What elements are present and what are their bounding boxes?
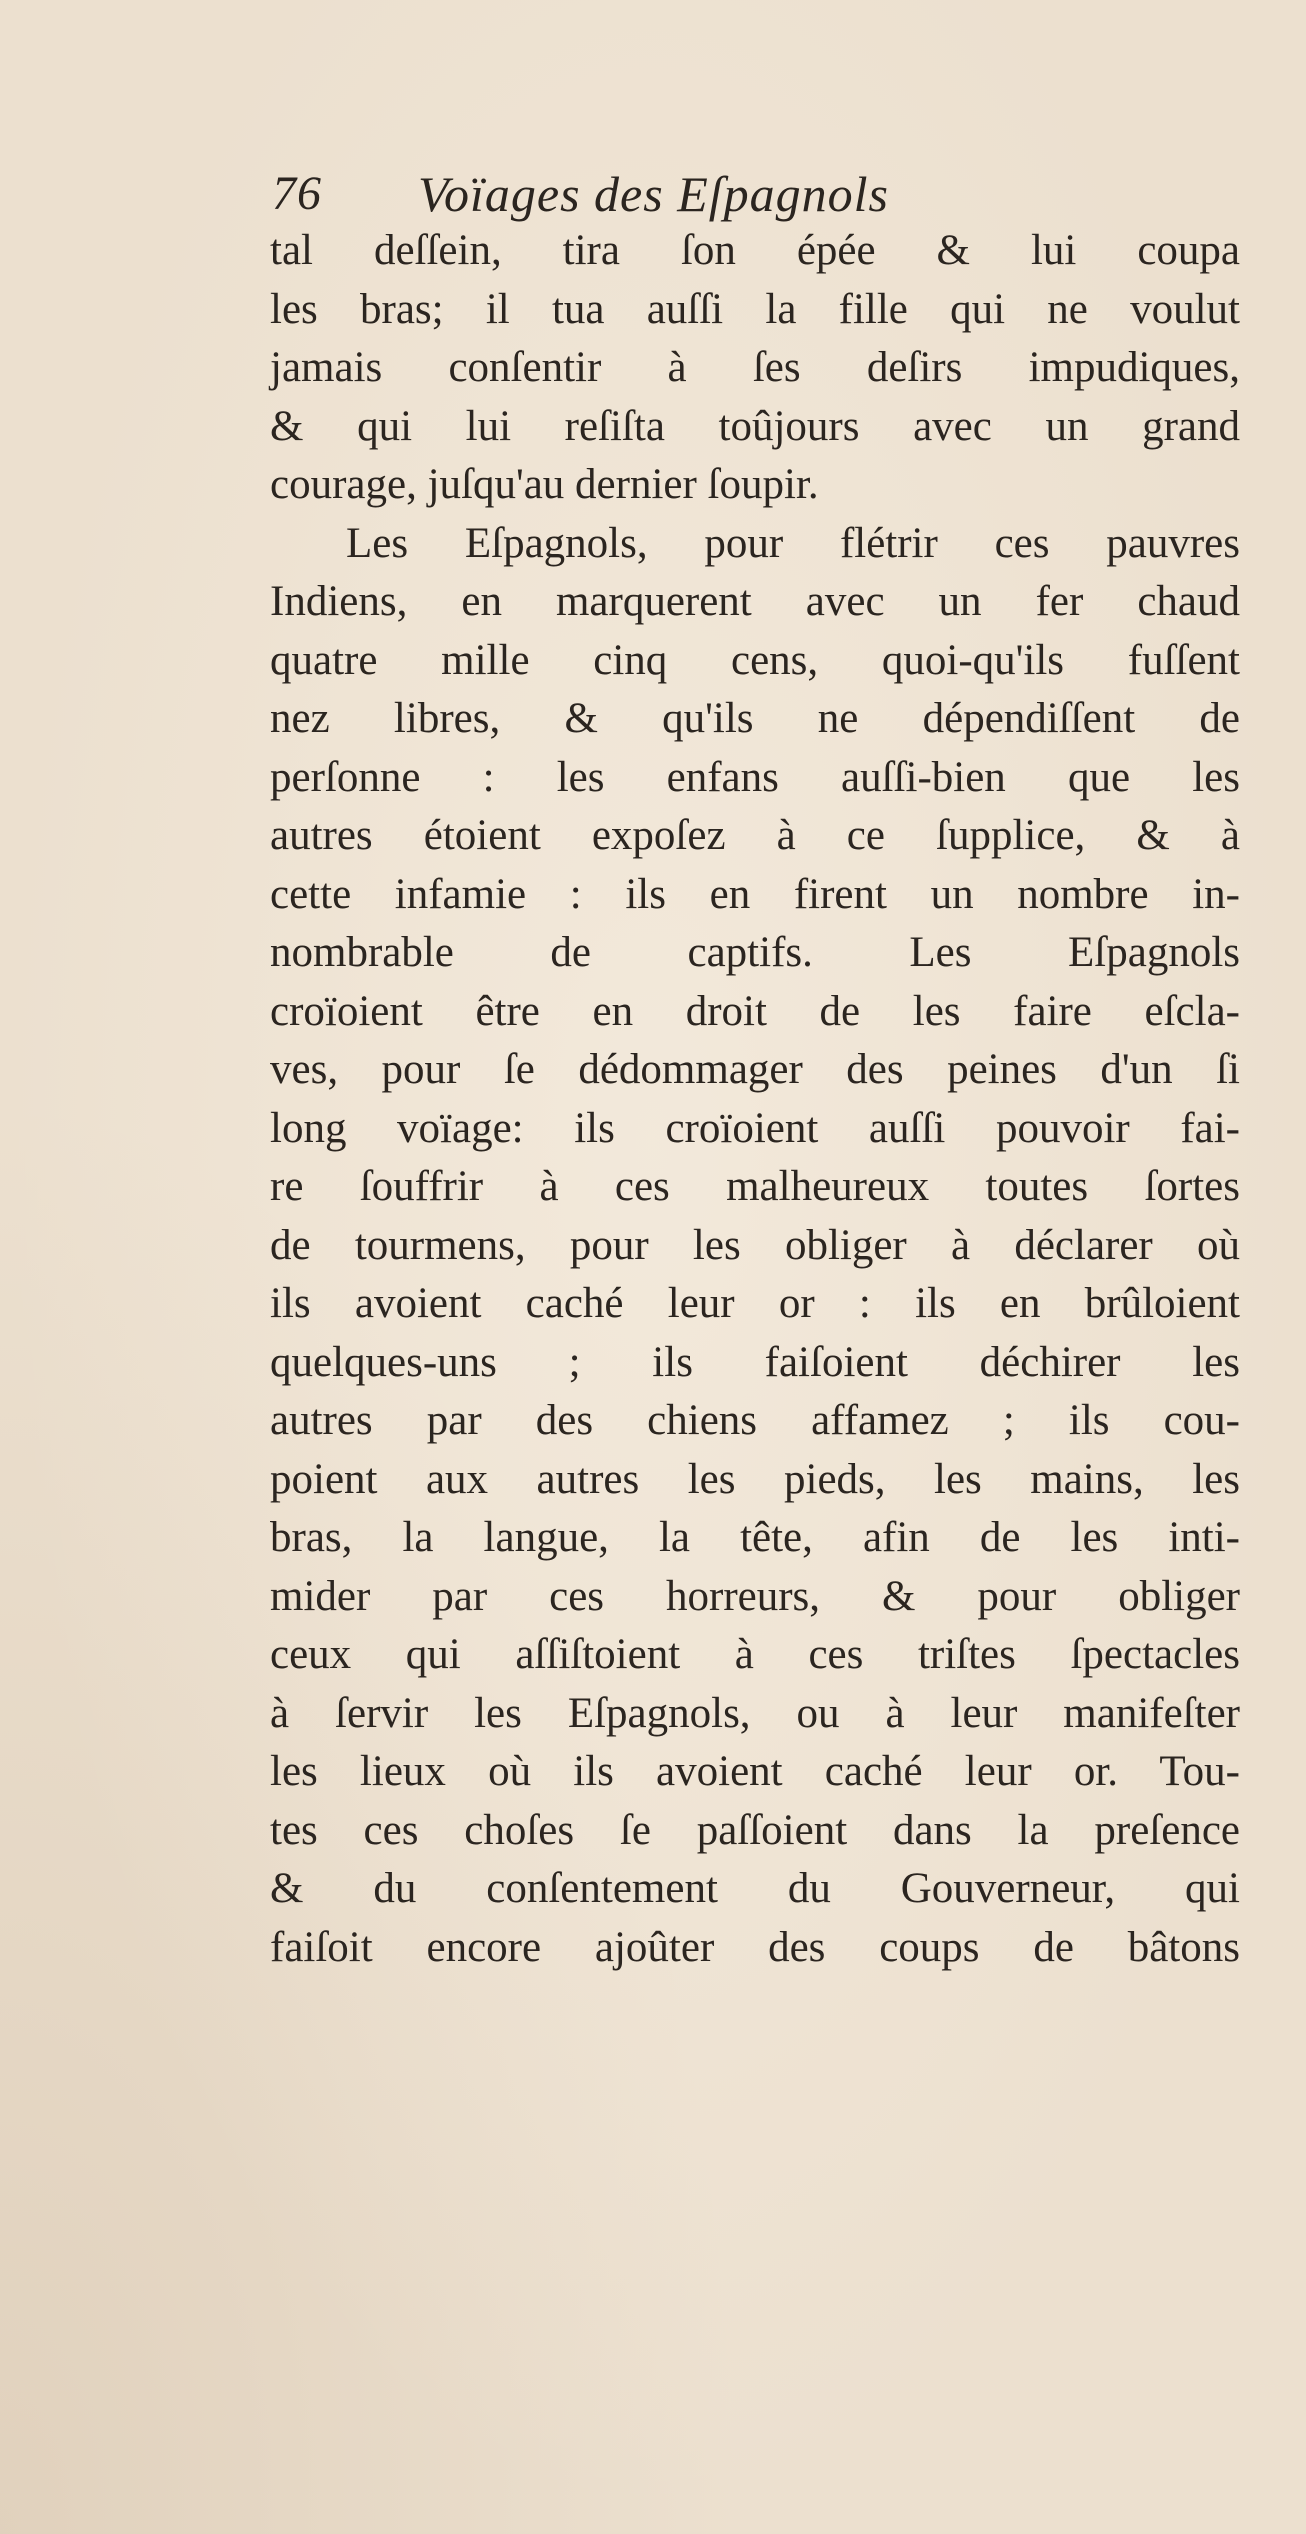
text-line: perſonne : les enfans auſſi-bien que les	[270, 753, 1240, 801]
text-line: poient aux autres les pieds, les mains, les	[270, 1455, 1240, 1503]
text-line: autres par des chiens affamez ; ils cou-	[270, 1397, 1240, 1444]
text-line: quatre mille cinq cens, quoi-qu'ils fuſſent	[270, 636, 1240, 684]
text-line: croïoient être en droit de les faire eſcla-	[270, 987, 1240, 1035]
page-header	[272, 158, 1172, 228]
text-line: les bras; il tua auſſi la fille qui ne voulut	[270, 285, 1240, 333]
text-line: Indiens, en marquerent avec un fer chaud	[270, 578, 1240, 625]
text-line: & qui lui reſiſta toûjours avec un grand	[270, 402, 1240, 450]
text-line: Les Eſpagnols, pour flétrir ces pauvres	[346, 519, 1240, 567]
text-line: courage, juſqu'au dernier ſoupir.	[270, 461, 819, 508]
text-line: ils avoient caché leur or : ils en brûloient	[270, 1280, 1240, 1327]
text-line: ceux qui aſſiſtoient à ces triſtes ſpectacles	[270, 1631, 1240, 1678]
text-line: mider par ces horreurs, & pour obliger	[270, 1572, 1240, 1620]
text-line: tal deſſein, tira ſon épée & lui coupa	[270, 227, 1240, 274]
text-line: à ſervir les Eſpagnols, ou à leur manifeſter	[270, 1689, 1240, 1737]
text-line: ves, pour ſe dédommager des peines d'un ſi	[270, 1046, 1240, 1093]
text-line: re ſouffrir à ces malheureux toutes ſortes	[270, 1163, 1240, 1210]
text-line: faiſoit encore ajoûter des coups de bâtons	[270, 1923, 1240, 1971]
page-number: 76	[272, 167, 322, 220]
text-line: bras, la langue, la tête, afin de les inti-	[270, 1514, 1240, 1561]
text-line: les lieux où ils avoient caché leur or. Tou-	[270, 1748, 1240, 1795]
text-line: autres étoient expoſez à ce ſupplice, & à	[270, 812, 1240, 859]
text-line: & du conſentement du Gouverneur, qui	[270, 1865, 1240, 1912]
text-line: de tourmens, pour les obliger à déclarer où	[270, 1221, 1240, 1269]
text-line: cette infamie : ils en firent un nombre in-	[270, 870, 1240, 918]
running-title: Voïages des Eſpagnols	[418, 166, 889, 222]
text-line: nez libres, & qu'ils ne dépendiſſent de	[270, 695, 1240, 742]
body-text	[270, 222, 1240, 1977]
text-line: jamais conſentir à ſes deſirs impudiques,	[270, 344, 1240, 391]
text-line: tes ces choſes ſe paſſoient dans la preſence	[270, 1806, 1240, 1854]
text-line: quelques-uns ; ils faiſoient déchirer les	[270, 1338, 1240, 1386]
text-line: nombrable de captifs. Les Eſpagnols	[270, 929, 1240, 976]
text-line: long voïage: ils croïoient auſſi pouvoir fai-	[270, 1104, 1240, 1152]
